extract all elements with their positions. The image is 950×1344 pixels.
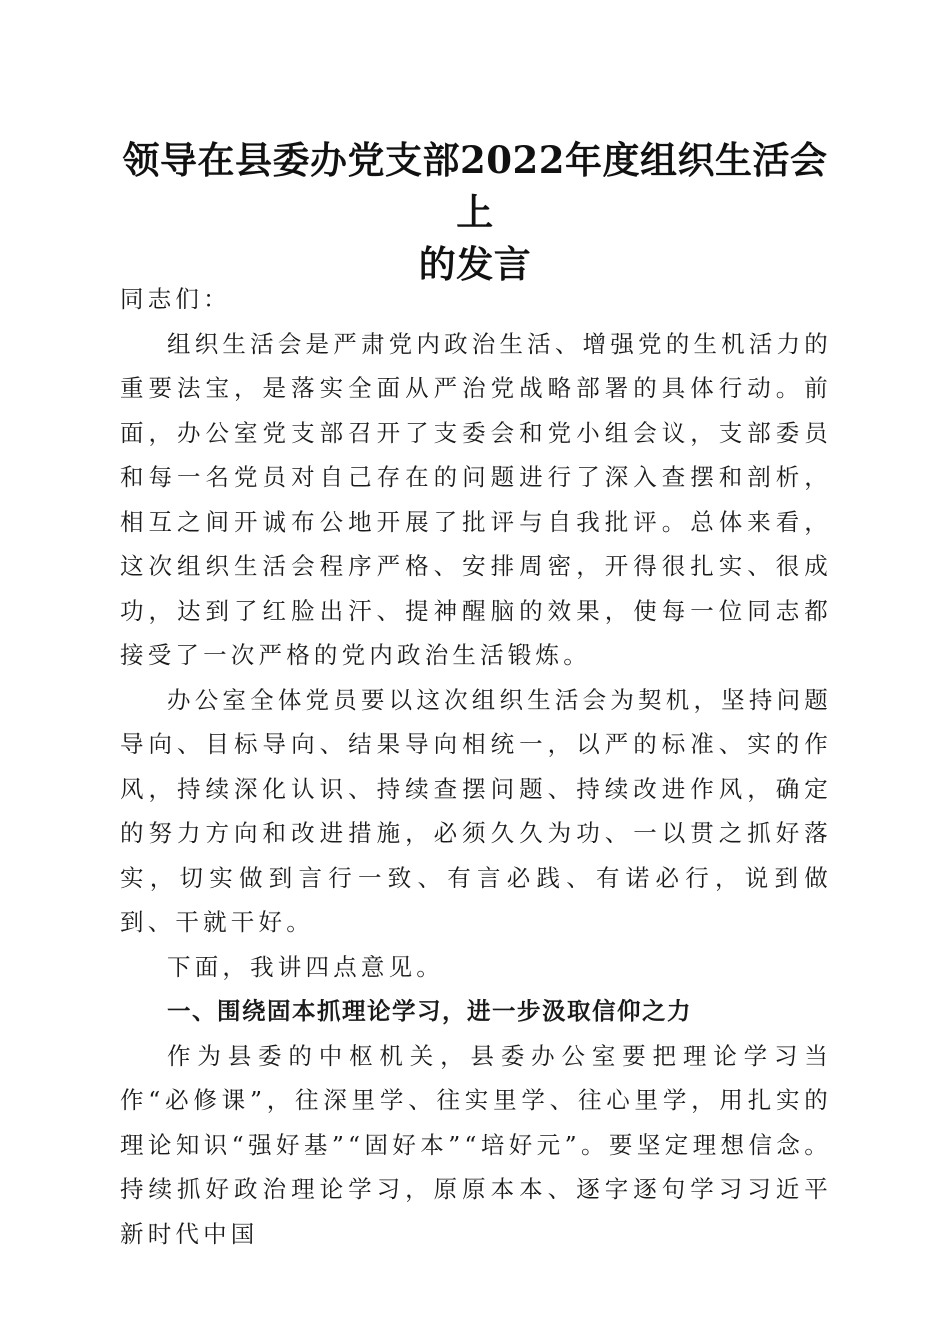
document-body xyxy=(120,277,832,1256)
salutation: 同志们： xyxy=(120,285,231,313)
paragraph-3: 下面，我讲四点意见。 xyxy=(167,952,444,981)
section-heading: 一、围绕固本抓理论学习，进一步汲取信仰之力 xyxy=(167,997,692,1025)
paragraph-1: 组织生活会是严肃党内政治生活、增强党的生机活力的重要法宝，是落实全面从严治党战略部署的具体行动。前面，办公室党支部召开了支委会和党小组会议，支部委员和每一名党员对自己存在的问题进行了深入查摆和剖析，相互之间开诚布公地开展了批评与自我批评。总体来看，这次组织生活会程序严格、安排周密，开得很扎实、很成功，达到了红脸出汗、提神醒脑的效果，使每一位同志都接受了一次严格的党内政治生活锻炼。 xyxy=(120,329,832,669)
section-paragraph: 作为县委的中枢机关，县委办公室要把理论学习当作“必修课”，往深里学、往实里学、往心里学，用扎实的理论知识“强好基”“固好本”“培好元”。要坚定理想信念。持续抓好政治理论学习，原原本本、逐字逐句学习习近平新时代中国 xyxy=(120,1041,832,1248)
title-line-1: 领导在县委办党支部2022年度组织生活会上 xyxy=(122,138,828,234)
title-line-2: 的发言 xyxy=(418,242,532,286)
document-title xyxy=(110,134,840,290)
paragraph-2: 办公室全体党员要以这次组织生活会为契机，坚持问题导向、目标导向、结果导向相统一，以严的标准、实的作风，持续深化认识、持续查摆问题、持续改进作风，确定的努力方向和改进措施，必须久久为功、一以贯之抓好落实，切实做到言行一致、有言必践、有诺必行，说到做到、干就干好。 xyxy=(120,685,832,936)
